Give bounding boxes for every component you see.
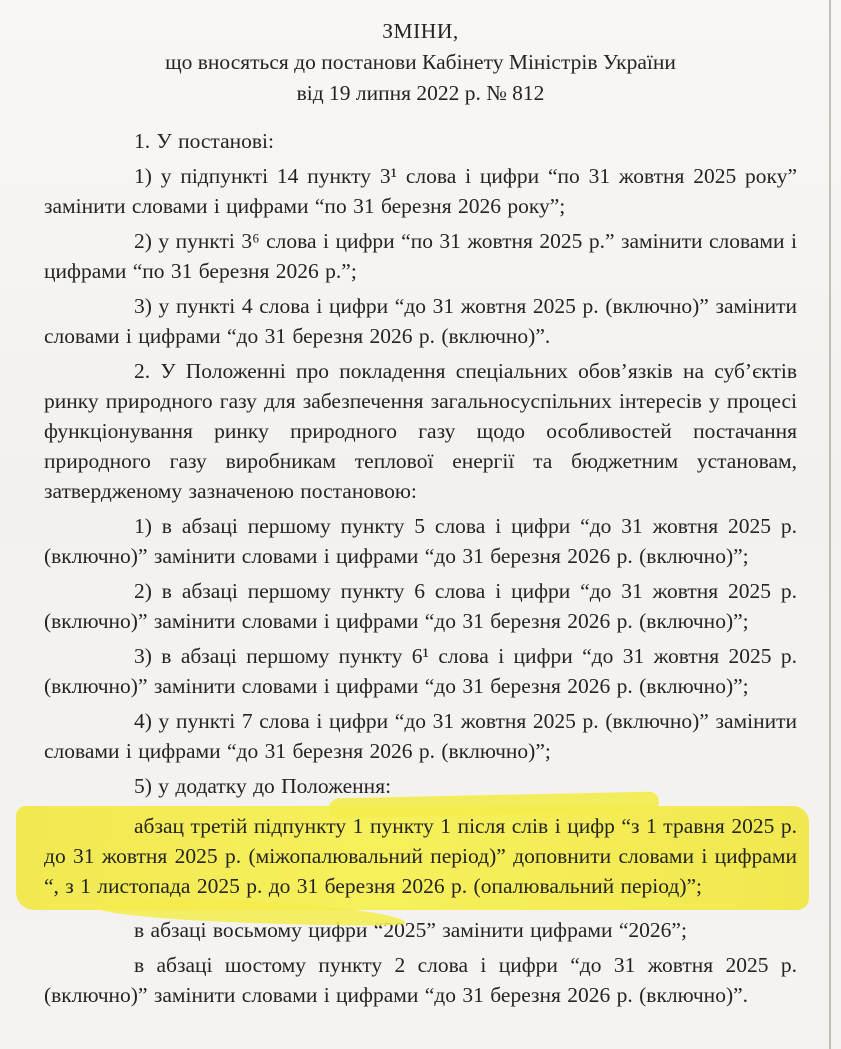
- paragraph-2-2: 2) в абзаці першому пункту 6 слова і цифри “до 31 жовтня 2025 р. (включно)” замінити словами і цифрами “до 31 березня 2026 р. (включно)”;: [44, 579, 797, 633]
- paragraph-2-4: 4) у пункті 7 слова і цифри “до 31 жовтня 2025 р. (включно)” замінити словами і цифрами “до 31 березня 2026 р. (включно)”;: [44, 709, 797, 763]
- paragraph-2-5b: в абзаці восьмому цифри “2025” замінити цифрами “2026”;: [134, 918, 687, 942]
- paragraph-2-5c: в абзаці шостому пункту 2 слова і цифри “до 31 жовтня 2025 р. (включно)” замінити словами і цифрами “до 31 березня 2026 р. (включно)”.: [44, 953, 797, 1007]
- paragraph-section-2: 2. У Положенні про покладення спеціальних обов’язків на суб’єктів ринку природного газу для забезпечення загальносуспільних інтересів у процесі функціонування ринку природного газу щодо особливостей постачання природного газу виробникам теплової енергії та бюджетним установам, затвердженому зазначеною постановою:: [44, 359, 797, 503]
- paragraph-section-1: 1. У постанові:: [134, 129, 274, 153]
- paragraph-1-1: 1) у підпункті 14 пункту 3¹ слова і цифри “по 31 жовтня 2025 року” замінити словами і цифрами “по 31 березня 2026 року”;: [44, 164, 797, 218]
- paragraph-2-1: 1) в абзаці першому пункту 5 слова і цифри “до 31 жовтня 2025 р. (включно)” замінити словами і цифрами “до 31 березня 2026 р. (включно)”;: [44, 514, 797, 568]
- paragraph-1-3: 3) у пункті 4 слова і цифри “до 31 жовтня 2025 р. (включно)” замінити словами і цифрами “до 31 березня 2026 р. (включно)”.: [44, 294, 797, 348]
- document-header: [44, 16, 797, 109]
- paragraph-2-3: 3) в абзаці першому пункту 6¹ слова і цифри “до 31 жовтня 2025 р. (включно)” замінити словами і цифрами “до 31 березня 2026 р. (включно)”;: [44, 644, 797, 698]
- document-title: ЗМІНИ,: [382, 19, 459, 43]
- page-margin-line: [829, 0, 831, 1049]
- document-subtitle-line2: від 19 липня 2022 р. № 812: [296, 81, 545, 105]
- document-subtitle-line1: що вносяться до постанови Кабінету Міністрів України: [165, 50, 676, 74]
- document-body: [44, 126, 797, 1010]
- highlighted-paragraph: абзац третій підпункту 1 пункту 1 після слів і цифр “з 1 травня 2025 р. до 31 жовтня 2025 р. (міжопалювальний період)” доповнити словами і цифрами “, з 1 листопада 2025 р. до 31 березня 2026 р. (опалювальний період)”;: [16, 806, 809, 910]
- paragraph-1-2: 2) у пункті 3⁶ слова і цифри “по 31 жовтня 2025 р.” замінити словами і цифрами “по 31 березня 2026 р.”;: [44, 229, 797, 283]
- paragraph-2-5: 5) у додатку до Положення:: [134, 774, 392, 798]
